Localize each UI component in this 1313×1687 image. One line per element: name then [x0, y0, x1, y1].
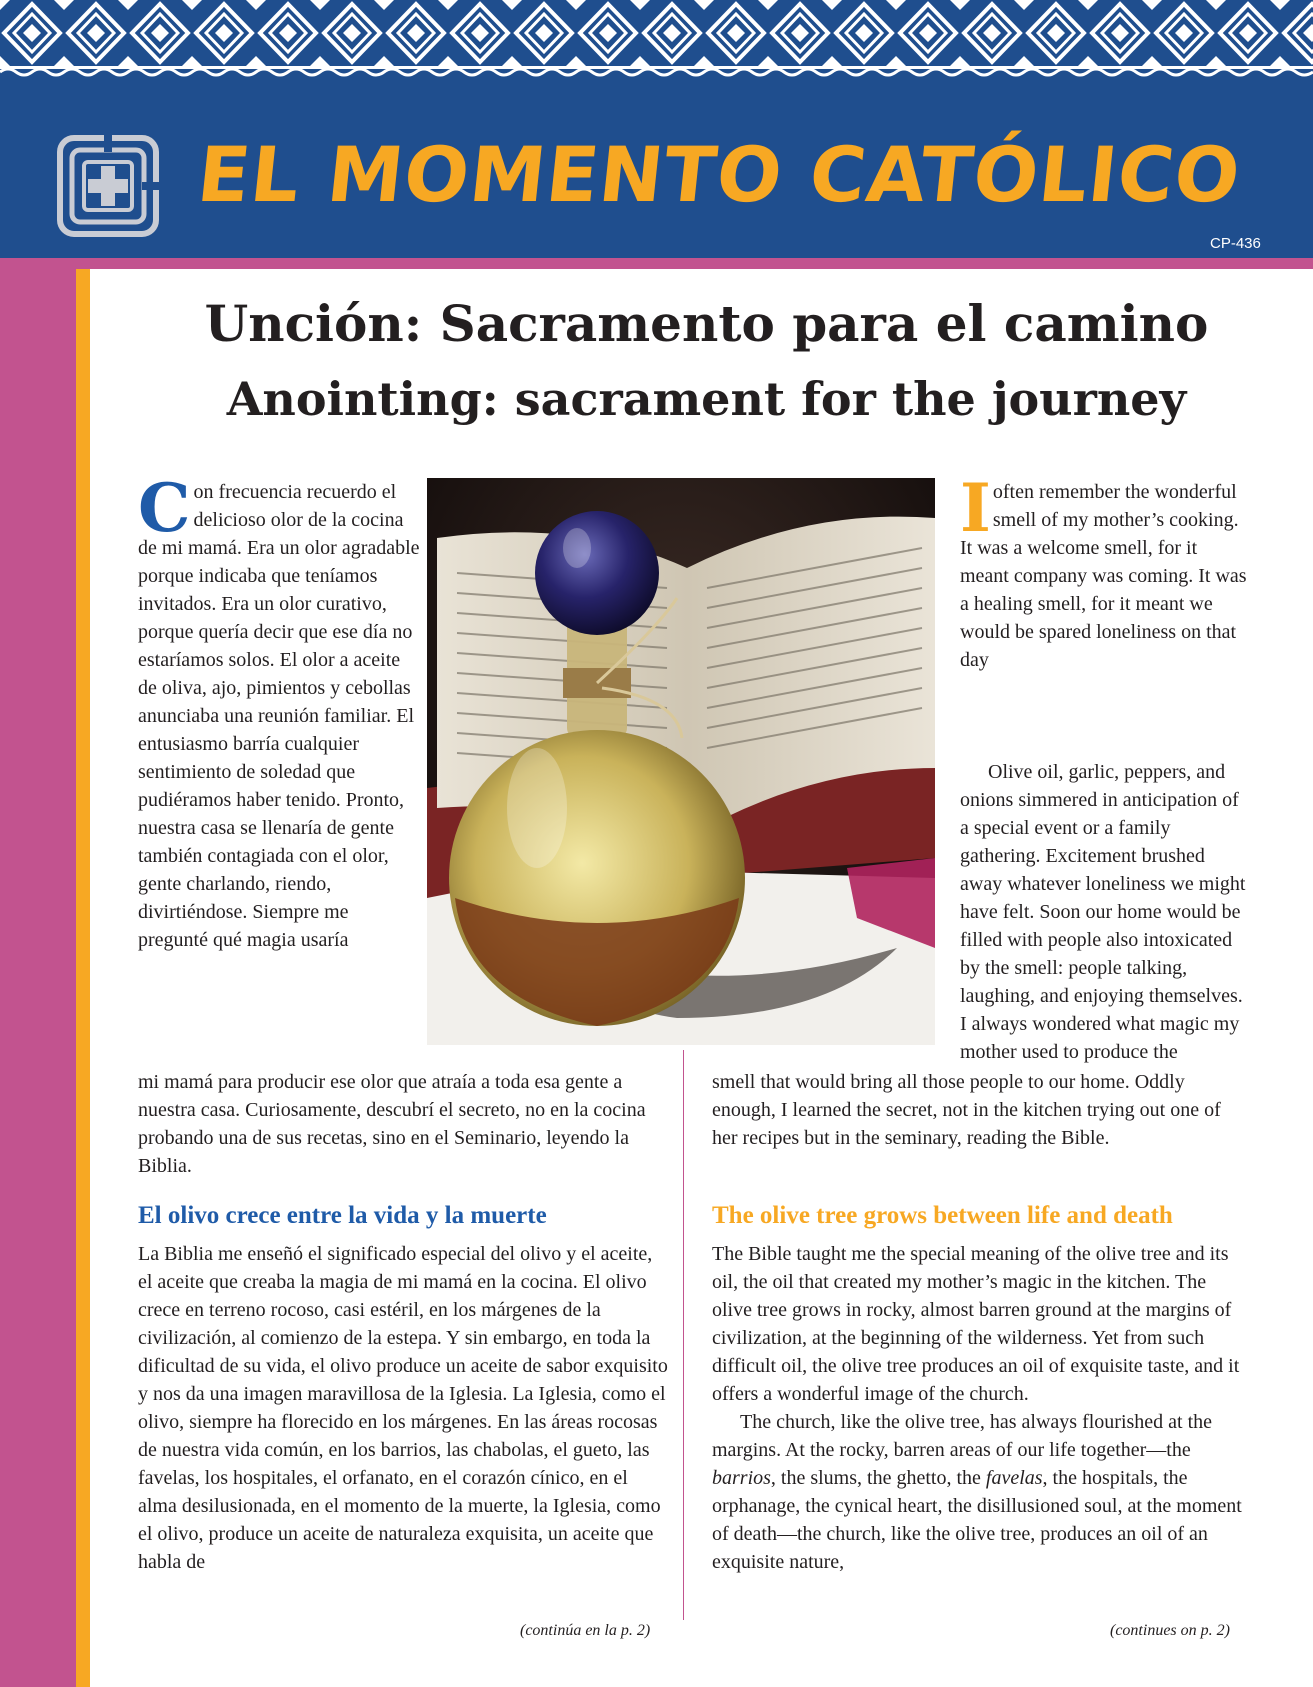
- spanish-intro-text: [138, 469, 420, 954]
- spanish-intro-top: on frecuencia recuerdo el delicioso olor de la cocina de mi mamá. Era un olor agradable porque indicaba que teníamos invitados. Era un olor curativo, porque quería decir que ese día no estaríamos solos. El olor a aceite de oliva, ajo, pimientos y cebollas anunciaba una reunión familiar. El entusiasmo barría cualquier sentimiento de soledad que pudiéramos haber tenido. Pronto, nuestra casa se llenaría de gente también contagiada con el olor, gente charlando, riendo, divirtiéndose. Siempre me pregunté qué magia usaría: [138, 481, 420, 951]
- english-body-p2-b: , the slums, the ghetto, the: [770, 1467, 986, 1489]
- english-dropcap: I: [960, 469, 991, 547]
- spanish-continued-note: (continúa en la p. 2): [520, 1622, 651, 1639]
- english-body-text: [712, 1240, 1247, 1576]
- english-body-p2-barrios: barrios: [712, 1467, 771, 1489]
- english-intro-text: [960, 469, 1247, 674]
- masthead-title: EL MOMENTO CATÓLICO: [193, 130, 1246, 219]
- headline-spanish: Unción: Sacramento para el camino: [204, 294, 1209, 353]
- spanish-dropcap: C: [138, 469, 191, 547]
- spanish-body-text: La Biblia me enseñó el significado especial del olivo y el aceite, el aceite que creaba la magia de mi mamá en la cocina. El olivo crece en terreno rocoso, casi estéril, en los márgenes de la civilización, al comienzo de la estepa. Y sin embargo, en toda la dificultad de su vida, el olivo produce un aceite de sabor exquisito y nos da una imagen maravillosa de la Iglesia. La Iglesia, como el olivo, siempre ha florecido en los márgenes. En las áreas rocosas de nuestra vida común, en los barrios, las chabolas, el gueto, las favelas, los hospitales, el orfanato, en el corazón cínico, en el alma desilusionada, en el momento de la muerte, la Iglesia, como el olivo, produce un aceite de naturaleza exquisita, un aceite que habla de: [138, 1243, 668, 1573]
- column-divider: [683, 1050, 684, 1620]
- cross-logo-icon: [56, 134, 160, 238]
- headline-english: Anointing: sacrament for the journey: [226, 372, 1187, 426]
- english-body-paragraph-1: The Bible taught me the special meaning of the olive tree and its oil, the oil that created my mother’s magic in the kitchen. The olive tree grows in rocky, almost barren ground at the margins of civilization, at the beginning of the wilderness. Yet from such difficult oil, the olive tree produces an oil of exquisite taste, and it offers a wonderful image of the church.: [712, 1243, 1240, 1405]
- english-intro-middle: Olive oil, garlic, peppers, and onions simmered in anticipation of a special event or a family gathering. Excitement brushed away whatever loneliness we might have felt. Soon our home would be filled with people also intoxicated by the smell: people talking, laughing, and enjoying themselves. I always wondered what magic my mother used to produce the: [960, 761, 1246, 1063]
- english-subhead: The olive tree grows between life and death: [712, 1202, 1173, 1229]
- spanish-subhead: El olivo crece entre la vida y la muerte: [138, 1202, 547, 1229]
- left-pink-bar: [0, 269, 76, 1687]
- oil-bottle-bible-photo: [427, 478, 935, 1045]
- english-body-p2-favelas: favelas: [985, 1467, 1043, 1489]
- spanish-intro-continued: mi mamá para producir ese olor que atraía a toda esa gente a nuestra casa. Curiosamente, descubrí el secreto, no en la cocina probando una de sus recetas, sino en el Seminario, leyendo la Biblia.: [138, 1071, 646, 1177]
- masthead-pink-stripe: [0, 258, 1313, 269]
- left-orange-bar: [76, 269, 90, 1687]
- english-continued-note: (continues on p. 2): [1110, 1622, 1230, 1639]
- english-body-paragraph-2: [712, 1408, 1247, 1576]
- english-intro-top: often remember the wonderful smell of my mother’s cooking. It was a welcome smell, for it meant company was coming. It was a healing smell, for it meant we would be spared loneliness on that day: [960, 481, 1247, 671]
- decorative-pattern-band: [0, 0, 1313, 78]
- publication-code: CP-436: [1210, 235, 1261, 252]
- english-intro-continued: smell that would bring all those people to our home. Oddly enough, I learned the secret, not in the kitchen trying out one of her recipes but in the seminary, reading the Bible.: [712, 1071, 1221, 1149]
- english-body-p2-c: , the hospitals, the orphanage, the cynical heart, the disillusioned soul, at the moment of death—the church, like the olive tree, produces an oil of an exquisite nature,: [712, 1467, 1242, 1573]
- english-body-p2-a: The church, like the olive tree, has always flourished at the margins. At the rocky, barren areas of our life together—the: [712, 1411, 1213, 1461]
